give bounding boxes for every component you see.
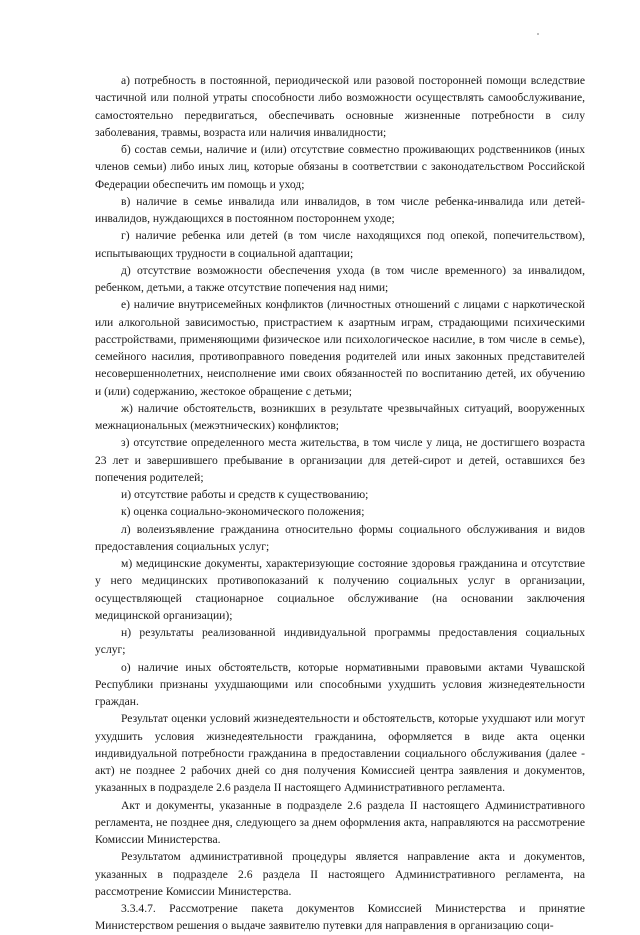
paragraph-b: б) состав семьи, наличие и (или) отсутствие совместно проживающих родственников (иных членов семьи) либо иных лиц, которые обязаны в соответствии с законодательством Российской Федерации обеспечить им помощь и уход;: [95, 143, 585, 191]
paragraph-l: л) волеизъявление гражданина относительно формы социального обслуживания и видов предоставления социальных услуг;: [95, 522, 585, 553]
paragraph-act-documents: Акт и документы, указанные в подразделе 2.6 раздела II настоящего Административного регламента, не позднее дня, следующего за днем оформления акта, направляются на рассмотрение Комиссии Министерства.: [95, 798, 585, 846]
paragraph-g: г) наличие ребенка или детей (в том числе находящихся под опекой, попечительством), испытывающих трудности в социальной адаптации;: [95, 229, 585, 260]
paragraph-m: м) медицинские документы, характеризующие состояние здоровья гражданина и отсутствие у него медицинских противопоказаний к получению социальных услуг в организации, осуществляющей стационарное социальное обслуживание (на основании заключения медицинской организации);: [95, 557, 585, 622]
paragraph-o: о) наличие иных обстоятельств, которые нормативными правовыми актами Чувашской Республики признаны ухудшающими или способными ухудшить условия жизнедеятельности граждан.: [95, 660, 585, 708]
paragraph-d: д) отсутствие возможности обеспечения ухода (в том числе временного) за инвалидом, ребенком, детьми, а также отсутствие попечения над ними;: [95, 263, 585, 294]
document-page: [95, 72, 585, 935]
paragraph-a: а) потребность в постоянной, периодической или разовой посторонней помощи вследствие частичной или полной утраты способности либо возможности осуществлять самообслуживание, самостоятельно передвигаться, обеспечивать основные жизненные потребности в силу заболевания, травмы, возраста или наличия инвалидности;: [95, 74, 585, 139]
paragraph-e: е) наличие внутрисемейных конфликтов (личностных отношений с лицами с наркотической или алкогольной зависимостью, пристрастием к азартным играм, страдающими психическими расстройствами, применяющими физическое или психологическое насилие, в том числе в семье), семейного насилия, противоправного поведения родителей или иных законных представителей несовершеннолетних, неисполнение ими своих обязанностей по воспитанию детей, их обучению и (или) содержанию, жестокое обращение с детьми;: [95, 298, 585, 398]
paragraph-k: к) оценка социально-экономического положения;: [121, 505, 365, 519]
paragraph-z: з) отсутствие определенного места жительства, в том числе у лица, не достигшего возраста 23 лет и завершившего пребывание в организации для детей-сирот и детей, оставшихся без попечения родителей;: [95, 436, 585, 484]
paragraph-procedure-result: Результатом административной процедуры является направление акта и документов, указанных в подразделе 2.6 раздела II настоящего Административного регламента, на рассмотрение Комиссии Министерства.: [95, 850, 585, 898]
paragraph-n: н) результаты реализованной индивидуальной программы предоставления социальных услуг;: [95, 626, 585, 657]
paragraph-i: и) отсутствие работы и средств к существованию;: [121, 488, 369, 501]
paragraph-assessment-result: Результат оценки условий жизнедеятельности и обстоятельств, которые ухудшают или могут ухудшить условия жизнедеятельности гражданина, оформляется в виде акта оценки индивидуальной потребности гражданина в предоставлении социального обслуживания (далее - акт) не позднее 2 рабочих дней со дня получения Комиссией центра заявления и документов, указанных в подразделе 2.6 раздела II настоящего Административного регламента.: [95, 712, 585, 795]
scan-speck: [537, 33, 539, 35]
paragraph-v: в) наличие в семье инвалида или инвалидов, в том числе ребенка-инвалида или детей-инвалидов, нуждающихся в постоянном постороннем уходе;: [95, 194, 585, 225]
paragraph-zh: ж) наличие обстоятельств, возникших в результате чрезвычайных ситуаций, вооруженных межнациональных (межэтнических) конфликтов;: [95, 401, 585, 432]
paragraph-3-3-4-7: 3.3.4.7. Рассмотрение пакета документов Комиссией Министерства и принятие Министерством решения о выдаче заявителю путевки для направления в организацию соци-: [95, 902, 585, 933]
